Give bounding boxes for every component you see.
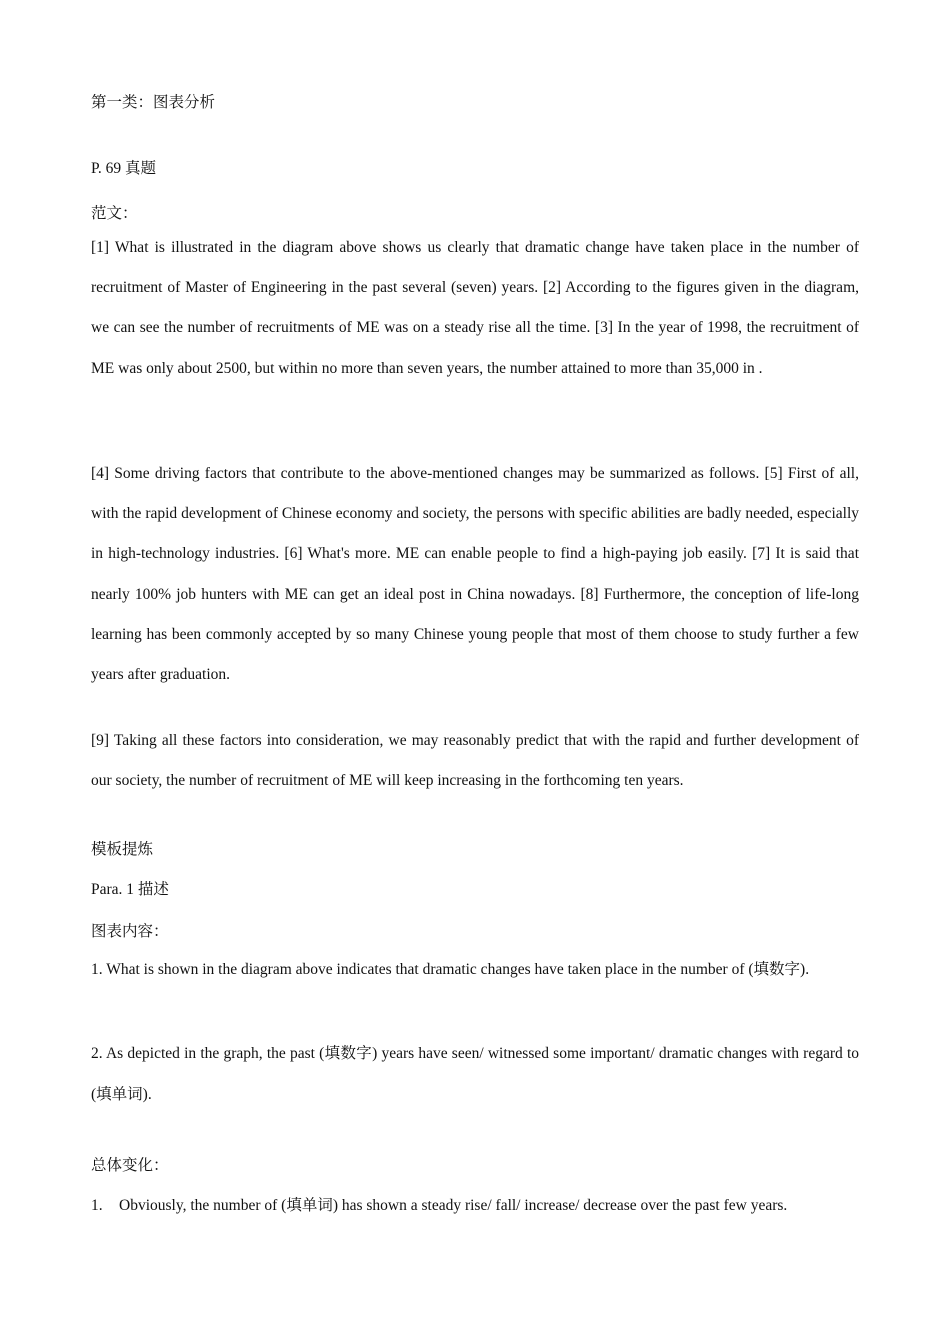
overall-item-1-text: Obviously, the number of (填单词) has shown a steady rise/ fall/ increase/ decrease over the past few years. (119, 1197, 788, 1214)
chart-content-label: 图表内容： (91, 923, 169, 940)
chart-content-item-1: 1. What is shown in the diagram above indicates that dramatic changes have taken place in the number of (填数字). (91, 961, 810, 978)
para1-label: Para. 1 描述 (91, 881, 169, 898)
essay-paragraph-3: [9] Taking all these factors into consideration, we may reasonably predict that with the rapid and further development of our society, the number of recruitment of ME will keep increasing in the forthcoming ten years. (91, 732, 859, 790)
template-title: 模板提炼 (91, 841, 154, 858)
chart-content-item-2: 2. As depicted in the graph, the past (填数字) years have seen/ witnessed some important/ dramatic changes with regard to (填单词). (91, 1045, 859, 1103)
overall-item-1 (91, 1193, 787, 1215)
essay-paragraph-2: [4] Some driving factors that contribute to the above-mentioned changes may be summarized as follows. [5] First of all, with the rapid development of Chinese economy and society, the persons with specific abilities are badly needed, especially in high-technology industries. [6] What's more. ME can enable people to find a high-paying job easily. [7] It is said that nearly 100% job hunters with ME can get an ideal post in China nowadays. [8] Furthermore, the conception of life-long learning has been commonly accepted by so many Chinese young people that most of them choose to study further a few years after graduation. (91, 465, 859, 684)
overall-change-label: 总体变化： (91, 1157, 169, 1174)
section-heading: 第一类：图表分析 (91, 94, 216, 111)
model-essay-label: 范文： (91, 205, 138, 222)
exam-reference: P. 69 真题 (91, 160, 157, 177)
overall-item-1-number: 1. (91, 1197, 103, 1214)
essay-paragraph-1: [1] What is illustrated in the diagram above shows us clearly that dramatic change have taken place in the number of recruitment of Master of Engineering in the past several (seven) years. [2] According to the figures given in the diagram, we can see the number of recruitments of ME was on a steady rise all the time. [3] In the year of 1998, the recruitment of ME was only about 2500, but within no more than seven years, the number attained to more than 35,000 in . (91, 239, 859, 377)
